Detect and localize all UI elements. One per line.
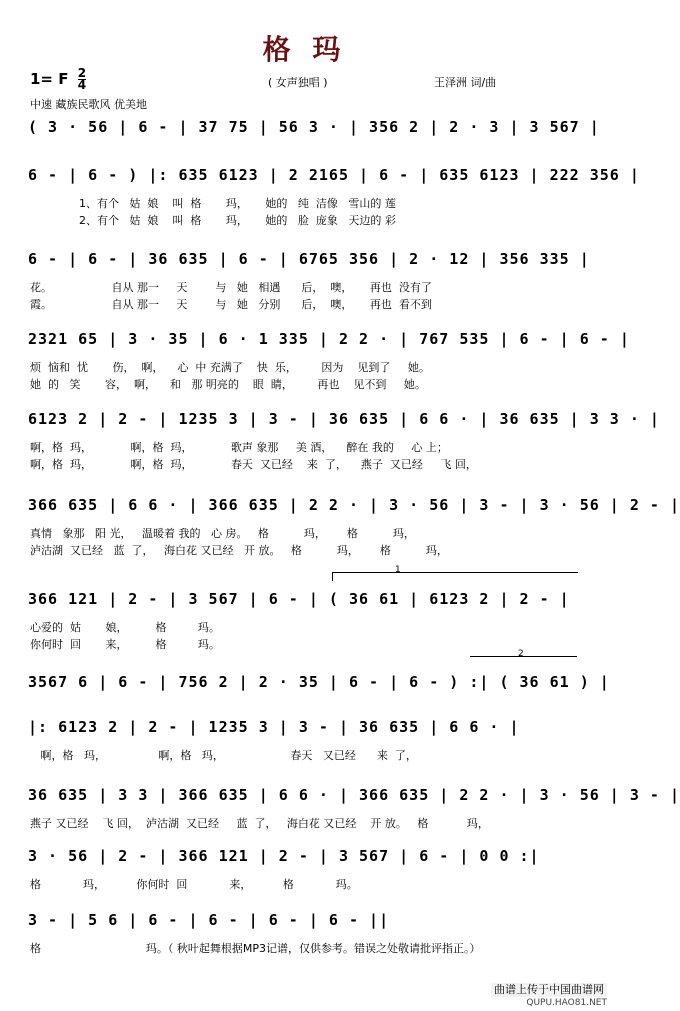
time-signature	[78, 68, 86, 91]
lyric-line: 啊，格 玛， 啊，格 玛， 歌声 象那 美 酒， 醉在 我的 心 上；	[30, 441, 448, 454]
music-line: 2321 65 | 3 · 35 | 6 · 1 335 | 2 2 · | 767 535 | 6 - | 6 - |	[28, 330, 630, 348]
music-line: ( 3 · 56 | 6 - | 37 75 | 56 3 · | 356 2 | 2 · 3 | 3 567 |	[28, 118, 600, 136]
music-line: |: 6123 2 | 2 - | 1235 3 | 3 - | 36 635 | 6 6 · |	[28, 718, 520, 736]
lyric-line: 霞。 自从 那一 天 与 她 分别 后， 噢， 再也 看不到	[30, 298, 432, 311]
lyric-line: 格 玛， 你何时 回 来， 格 玛。	[30, 878, 358, 891]
music-line: 3 · 56 | 2 - | 366 121 | 2 - | 3 567 | 6 - | 0 0 :|	[28, 847, 540, 865]
tempo-marking: 中速 藏族民歌风 优美地	[30, 98, 147, 111]
lyric-line: 烦 恼和 忧 伤， 啊， 心 中 充满了 快 乐， 因为 见到了 她。	[30, 361, 430, 374]
footer-site: QUPU.HAO81.NET	[526, 998, 607, 1008]
lyric-line: 格 玛。（ 秋叶起舞根据MP3记谱，仅供参考。错误之处敬请批评指正。）	[30, 942, 481, 955]
volta-second-ending	[470, 649, 577, 665]
volta-first-ending	[332, 565, 578, 581]
song-title: 格 玛	[262, 33, 347, 66]
lyric-line: 她 的 笑 容， 啊， 和 那 明亮的 眼 睛， 再也 见不到 她。	[30, 378, 426, 391]
time-denominator: 4	[77, 78, 87, 92]
lyric-line: 啊，格 玛， 啊，格 玛， 春天 又已经 来 了，	[30, 749, 417, 762]
lyric-line: 花。 自从 那一 天 与 她 相遇 后， 噢， 再也 没有了	[30, 281, 432, 294]
music-line: 3567 6 | 6 - | 756 2 | 2 · 35 | 6 - | 6 - ) :| ( 36 61 ) |	[28, 673, 610, 691]
performance-note: ( 女声独唱 )	[268, 76, 328, 89]
music-line: 6123 2 | 2 - | 1235 3 | 3 - | 36 635 | 6 6 · | 36 635 | 3 3 · |	[28, 410, 660, 428]
lyric-line: 燕子 又已经 飞 回， 泸沽湖 又已经 蓝 了， 海白花 又已经 开 放。 格 玛，	[30, 817, 489, 830]
lyric-line: 真情 象那 阳 光， 温暖着 我的 心 房。 格 玛， 格 玛，	[30, 527, 415, 540]
lyric-line: 啊，格 玛， 啊，格 玛， 春天 又已经 来 了， 燕子 又已经 飞 回，	[30, 458, 477, 471]
music-line: 36 635 | 3 3 | 366 635 | 6 6 · | 366 635 | 2 2 · | 3 · 56 | 3 - |	[28, 786, 680, 804]
composer-credit: 王泽洲 词/曲	[434, 76, 497, 89]
music-line: 6 - | 6 - | 36 635 | 6 - | 6765 356 | 2 · 12 | 356 335 |	[28, 250, 590, 268]
footer-upload-text: 曲谱上传于中国曲谱网	[491, 983, 607, 997]
lyric-line: 1、有个 姑 娘 叫 格 玛， 她的 纯 洁像 雪山的 莲	[30, 197, 396, 210]
key-prefix: 1= F	[30, 70, 69, 88]
volta-first-number: 1	[395, 565, 401, 575]
music-line: 366 121 | 2 - | 3 567 | 6 - | ( 36 61 | 6123 2 | 2 - |	[28, 590, 570, 608]
lyric-line: 2、有个 姑 娘 叫 格 玛， 她的 脸 庞象 天边的 彩	[30, 214, 396, 227]
lyric-line: 泸沽湖 又已经 蓝 了， 海白花 又已经 开 放。 格 玛， 格 玛，	[30, 544, 448, 557]
volta-second-number: 2	[518, 649, 524, 659]
lyric-line: 心爱的 姑 娘， 格 玛。	[30, 621, 220, 634]
music-line: 3 - | 5 6 | 6 - | 6 - | 6 - | 6 - ||	[28, 911, 390, 929]
key-signature	[30, 68, 86, 91]
lyric-line: 你何时 回 来， 格 玛。	[30, 638, 220, 651]
music-line: 366 635 | 6 6 · | 366 635 | 2 2 · | 3 · 56 | 3 - | 3 · 56 | 2 - |	[28, 496, 680, 514]
footer	[491, 983, 607, 1009]
music-line: 6 - | 6 - ) |: 635 6123 | 2 2165 | 6 - | 635 6123 | 222 356 |	[28, 166, 640, 184]
time-numerator: 2	[77, 66, 87, 80]
